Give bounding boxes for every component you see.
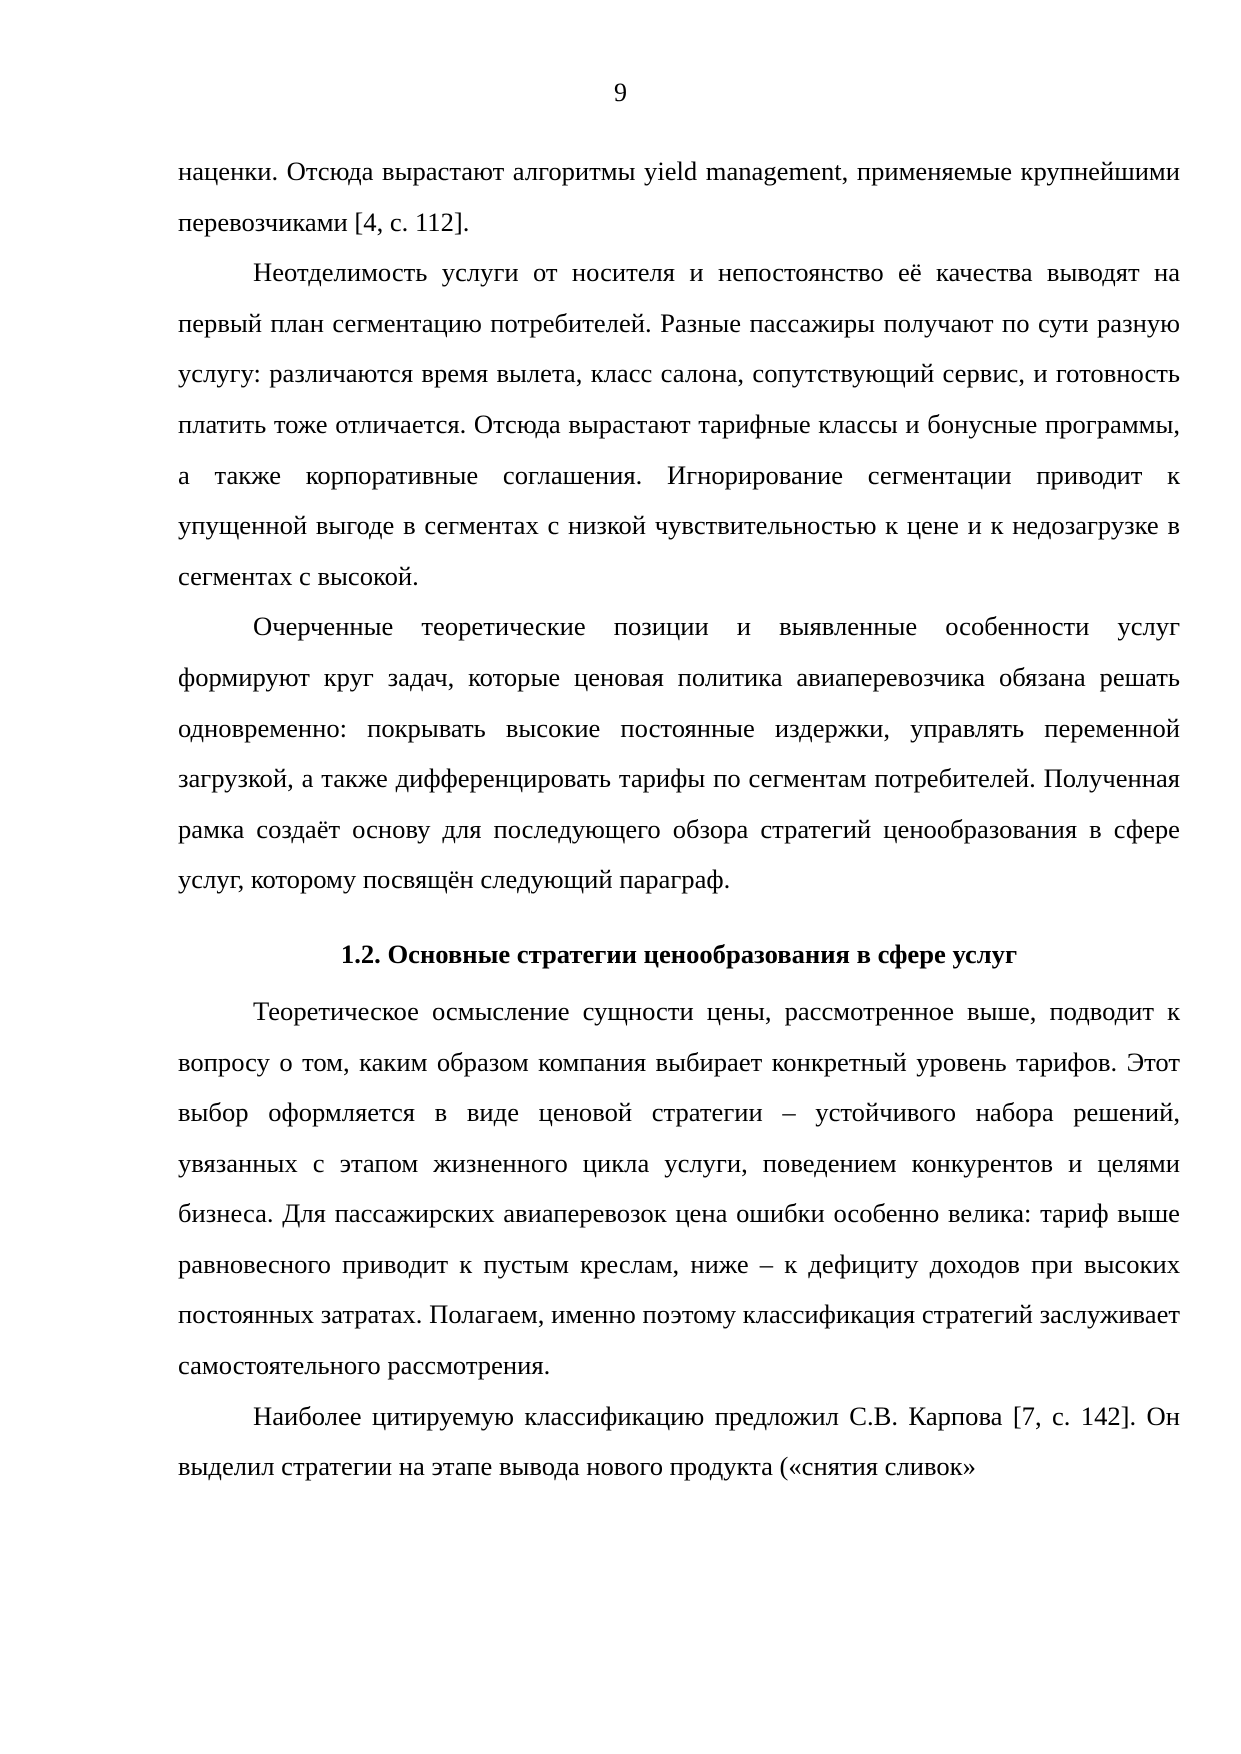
paragraph-continuation: наценки. Отсюда вырастают алгоритмы yield management, применяемые крупнейшими перевозчиками [4, с. 112]. xyxy=(178,156,1180,237)
paragraph-tasks-summary: Очерченные теоретические позиции и выявленные особенности услуг формируют круг задач, которые ценовая политика авиаперевозчика обязана решать одновременно: покрывать высокие постоянные издержки, управлять переменной загрузкой, а также дифференцировать тарифы по сегментам потребителей. Полученная рамка создаёт основу для последующего обзора стратегий ценообразования в сфере услуг, которому посвящён следующий параграф. xyxy=(178,611,1180,895)
page-number: 9 xyxy=(614,78,627,107)
paragraph-pricing-strategy: Теоретическое осмысление сущности цены, рассмотренное выше, подводит к вопросу о том, каким образом компания выбирает конкретный уровень тарифов. Этот выбор оформляется в виде ценовой стратегии – устойчивого набора решений, увязанных с этапом жизненного цикла услуги, поведением конкурентов и целями бизнеса. Для пассажирских авиаперевозок цена ошибки особенно велика: тариф выше равновесного приводит к пустым креслам, ниже – к дефициту доходов при высоких постоянных затратах. Полагаем, именно поэтому классификация стратегий заслуживает самостоятельного рассмотрения. xyxy=(178,995,1180,1381)
paragraph-classification: Наиболее цитируемую классификацию предложил С.В. Карпова [7, с. 142]. Он выделил стратегии на этапе вывода нового продукта («снятия сливок» xyxy=(178,1400,1180,1482)
section-heading: 1.2. Основные стратегии ценообразования в сфере услуг xyxy=(340,938,1018,969)
document-body xyxy=(178,146,1180,1492)
paragraph-segmentation: Неотделимость услуги от носителя и непостоянство её качества выводят на первый план сегментацию потребителей. Разные пассажиры получают по сути разную услугу: различаются время вылета, класс салона, сопутствующий сервис, и готовность платить тоже отличается. Отсюда вырастают тарифные классы и бонусные программы, а также корпоративные соглашения. Игнорирование сегментации приводит к упущенной выгоде в сегментах с низкой чувствительностью к цене и к недозагрузке в сегментах с высокой. xyxy=(178,257,1180,591)
